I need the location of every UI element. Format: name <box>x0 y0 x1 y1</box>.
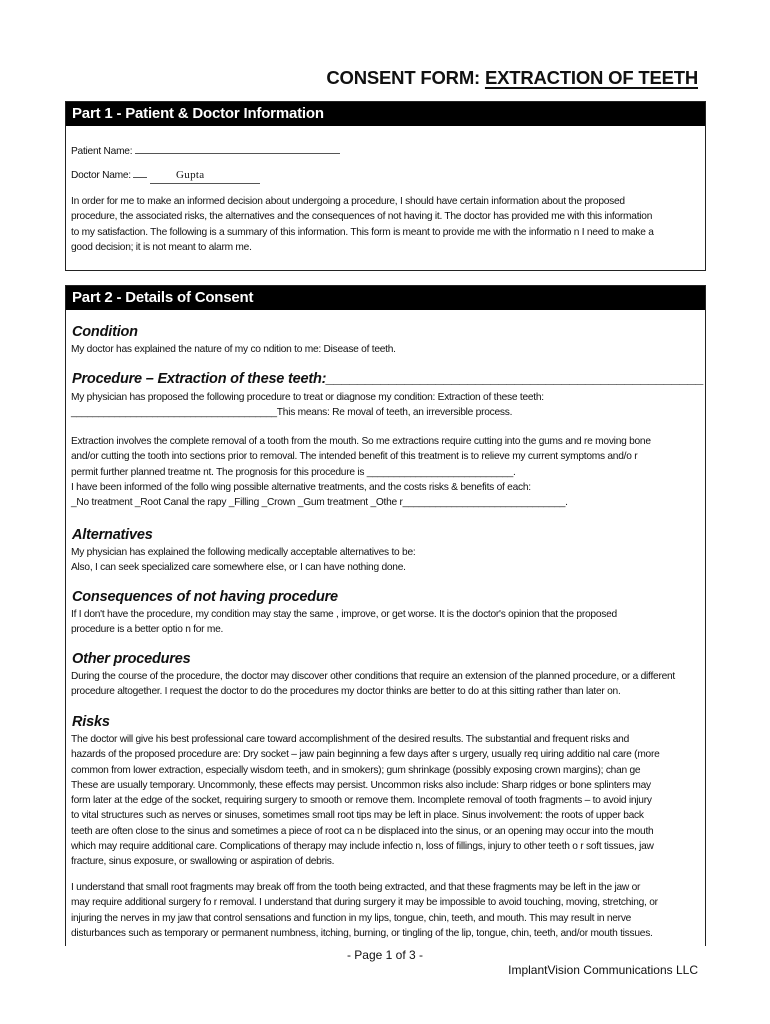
risks-line: I understand that small root fragments may break off from the tooth being extracted, and that these fragments may be left in the jaw or <box>71 882 641 893</box>
risks-line: may require additional surgery fo r removal. I understand that during surgery it may be impossible to avoid touching, moving, stretching, or <box>71 897 658 909</box>
risks-line: to vital structures such as nerves or sinuses, sometimes small root tips may be left in place. Sinus involvement: the roots of upper back <box>71 810 644 822</box>
risks-line: form later at the edge of the socket, requiring surgery to smooth or remove them. Incomplete removal of tooth fragments – to avoid injury <box>71 795 652 807</box>
form-title <box>0 67 698 89</box>
procedure-details <box>71 434 651 510</box>
alternatives-text <box>71 545 415 576</box>
title-underlined: EXTRACTION OF TEETH <box>484 67 698 88</box>
part1-header-bar: Part 1 - Patient & Doctor Information <box>66 102 705 126</box>
procedure-line: My physician has proposed the following procedure to treat or diagnose my condition: Extraction of these teeth: <box>71 392 544 403</box>
treatment-options-line: _No treatment _Root Canal the rapy _Filling _Crown _Gum treatment _Othe r______________________________. <box>71 497 568 509</box>
doctor-name-field[interactable]: Gupta <box>150 168 260 184</box>
procedure-text <box>71 390 544 421</box>
procedure-detail-line: permit further planned treatme nt. The prognosis for this procedure is ___________________________. <box>71 466 516 478</box>
condition-line: My doctor has explained the nature of my co ndition to me: Disease of teeth. <box>71 344 396 355</box>
intro-line: procedure, the associated risks, the alternatives and the consequences of not having it. The doctor has provided me with this information <box>71 211 653 223</box>
risks-line: teeth are often close to the sinus and sometimes a piece of root ca n be displaced into the sinus, or an opening may occur into the mouth <box>71 825 654 837</box>
part2-header-bar: Part 2 - Details of Consent <box>66 286 705 310</box>
patient-name-field[interactable] <box>135 142 340 154</box>
title-prefix: CONSENT FORM: <box>326 67 485 88</box>
risks-line: injuring the nerves in my jaw that control sensations and function in my lips, tongue, chin, teeth, and mouth. This may result in nerve <box>71 912 632 924</box>
risks-text <box>71 732 660 870</box>
intro-paragraph <box>71 194 654 255</box>
condition-heading: Condition <box>72 324 138 340</box>
intro-line: In order for me to make an informed decision about undergoing a procedure, I should have certain information about the proposed <box>71 196 625 207</box>
intro-line: good decision; it is not meant to alarm me. <box>71 241 252 253</box>
risks-line: disturbances such as temporary or permanent numbness, itching, burning, or tingling of the lip, tongue, chin, teeth, and/or mouth tissues. <box>71 927 653 939</box>
intro-line: to my satisfaction. The following is a summary of this information. This form is meant to provide me with the informatio n I need to make a <box>71 226 654 238</box>
root-fragments-paragraph <box>71 880 658 941</box>
procedure-detail-line: Extraction involves the complete removal of a tooth from the mouth. So me extractions require cutting into the gums and re moving bone <box>71 436 651 447</box>
risks-line: These are usually temporary. Uncommonly, these effects may persist. Uncommon risks also include: Sharp ridges or bone splinters may <box>71 779 651 791</box>
doctor-name-label: Doctor Name: <box>71 170 131 181</box>
other-procedures-line: During the course of the procedure, the doctor may discover other conditions that require an extension of the planned procedure, or a different <box>71 671 675 682</box>
doctor-name-row <box>71 166 260 184</box>
procedure-detail-line: I have been informed of the follo wing possible alternative treatments, and the costs risks & benefits of each: <box>71 481 531 493</box>
risks-line: common from lower extraction, especially wisdom teeth, and in smokers); gum shrinkage (possibly exposing crown margins); chan ge <box>71 764 641 776</box>
company-name: ImplantVision Communications LLC <box>508 963 698 977</box>
consequences-line: procedure is a better optio n for me. <box>71 624 224 636</box>
risks-line: hazards of the proposed procedure are: Dry socket – jaw pain beginning a few days after s urgery, usually req uiring additio nal care (more <box>71 749 660 761</box>
procedure-line: ______________________________________This means: Re moval of teeth, an irreversible process. <box>71 407 513 419</box>
doctor-name-line-lead <box>133 166 147 178</box>
patient-name-row <box>71 142 340 159</box>
other-procedures-heading: Other procedures <box>72 651 191 667</box>
consequences-line: If I don't have the procedure, my condition may stay the same , improve, or get worse. It is the doctor's opinion that the proposed <box>71 609 617 620</box>
alternatives-line: Also, I can seek specialized care somewhere else, or I can have nothing done. <box>71 562 406 574</box>
risks-line: The doctor will give his best professional care toward accomplishment of the desired results. The substantial and frequent risks and <box>71 734 629 745</box>
other-procedures-line: procedure altogether. I request the doctor to do the procedures my doctor thinks are better to do at this sitting rather than later on. <box>71 686 621 698</box>
procedure-heading: Procedure – Extraction of these teeth:________________________________________________ <box>72 371 704 387</box>
page-number: - Page 1 of 3 - <box>346 948 424 962</box>
consequences-heading: Consequences of not having procedure <box>72 589 338 605</box>
alternatives-line: My physician has explained the following medically acceptable alternatives to be: <box>71 547 416 558</box>
condition-text <box>71 342 396 357</box>
risks-line: which may require additional care. Complications of therapy may include infectio n, loss of fillings, injury to other teeth o r soft tissues, jaw <box>71 841 654 853</box>
risks-line: fracture, sinus exposure, or swallowing or aspiration of debris. <box>71 856 335 868</box>
risks-heading: Risks <box>72 714 110 730</box>
procedure-detail-line: and/or cutting the tooth into sections prior to removal. The intended benefit of this treatment is to relieve my current symptoms and/o r <box>71 451 638 463</box>
patient-name-label: Patient Name: <box>71 146 133 157</box>
alternatives-heading: Alternatives <box>72 527 153 543</box>
consequences-text <box>71 607 617 638</box>
other-procedures-text <box>71 669 675 700</box>
